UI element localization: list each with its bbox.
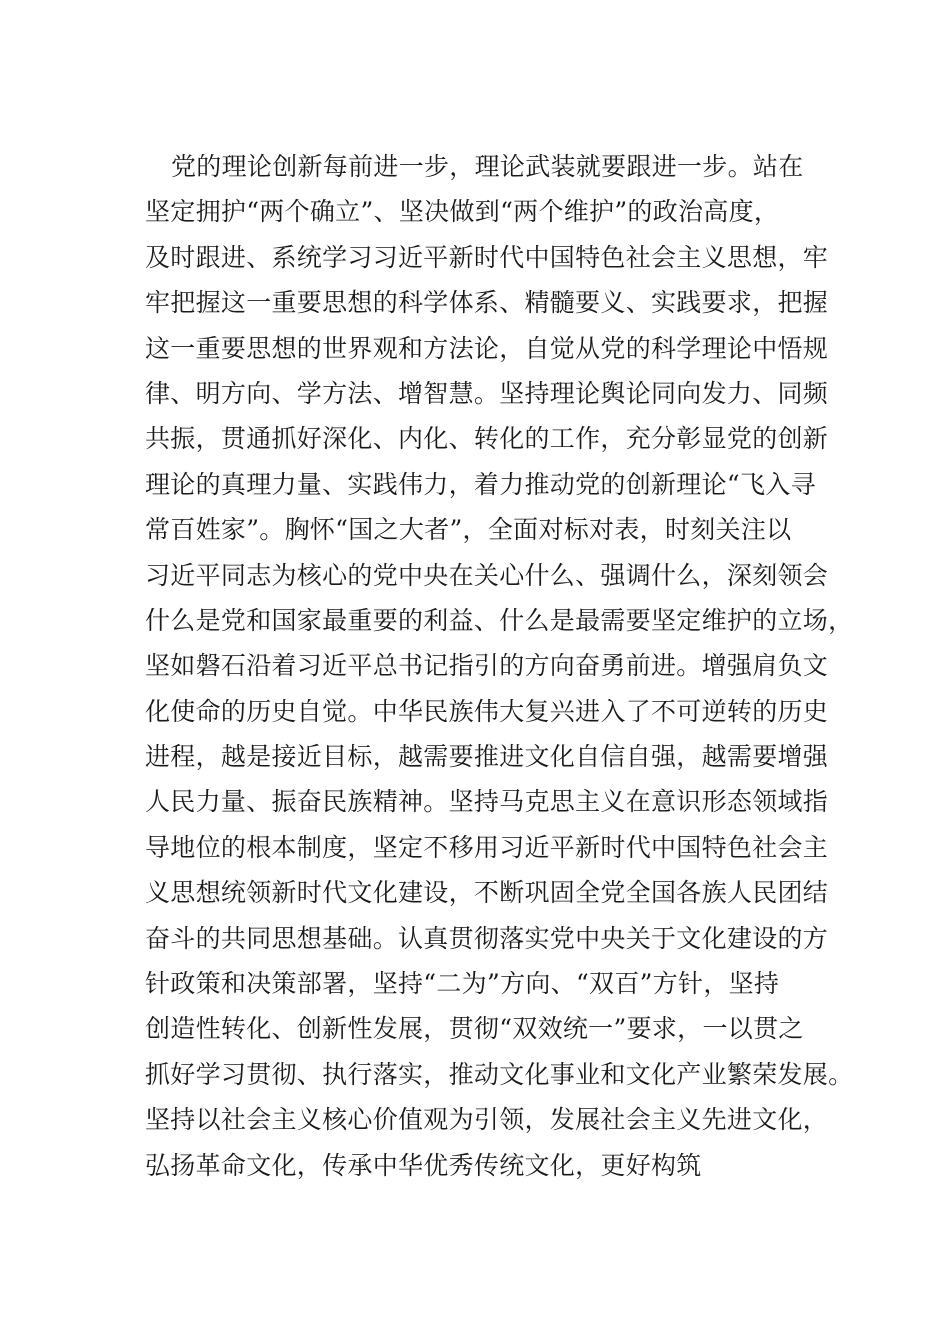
paragraph-line: 律、明方向、学方法、增智慧。坚持理论舆论同向发力、同频 xyxy=(145,378,829,408)
paragraph-line: 坚持以社会主义核心价值观为引领，发展社会主义先进文化， xyxy=(145,1105,829,1135)
paragraph-line: 奋斗的共同思想基础。认真贯彻落实党中央关于文化建设的方 xyxy=(145,923,829,953)
paragraph-line: 理论的真理力量、实践伟力，着力推动党的创新理论“飞入寻 xyxy=(145,469,816,499)
paragraph-line: 导地位的根本制度，坚定不移用习近平新时代中国特色社会主 xyxy=(145,832,829,862)
paragraph-line: 进程，越是接近目标，越需要推进文化自信自强，越需要增强 xyxy=(145,742,829,772)
paragraph-line: 党的理论创新每前进一步，理论武装就要跟进一步。站在 xyxy=(171,152,804,181)
paragraph-line: 针政策和决策部署，坚持“二为”方向、“双百”方针，坚持 xyxy=(145,969,780,999)
paragraph-line: 什么是党和国家最重要的利益、什么是最需要坚定维护的立场， xyxy=(145,605,854,635)
paragraph-line: 义思想统领新时代文化建设，不断巩固全党全国各族人民团结 xyxy=(145,878,829,908)
paragraph-line: 坚如磐石沿着习近平总书记指引的方向奋勇前进。增强肩负文 xyxy=(145,651,829,681)
paragraph-line: 牢把握这一重要思想的科学体系、精髓要义、实践要求，把握 xyxy=(145,288,829,318)
paragraph-line: 化使命的历史自觉。中华民族伟大复兴进入了不可逆转的历史 xyxy=(145,696,829,726)
body-paragraph xyxy=(145,144,854,1188)
paragraph-line: 弘扬革命文化，传承中华优秀传统文化，更好构筑 xyxy=(145,1150,702,1180)
paragraph-line: 人民力量、振奋民族精神。坚持马克思主义在意识形态领域指 xyxy=(145,787,829,817)
paragraph-line: 抓好学习贯彻、执行落实，推动文化事业和文化产业繁荣发展。 xyxy=(145,1059,854,1089)
paragraph-line: 共振，贯通抓好深化、内化、转化的工作，充分彰显党的创新 xyxy=(145,424,829,454)
paragraph-line: 这一重要思想的世界观和方法论，自觉从党的科学理论中悟规 xyxy=(145,333,829,363)
paragraph-line: 常百姓家”。胸怀“国之大者”，全面对标对表，时刻关注以 xyxy=(145,515,792,545)
paragraph-line: 习近平同志为核心的党中央在关心什么、强调什么，深刻领会 xyxy=(145,560,829,590)
paragraph-line: 创造性转化、创新性发展，贯彻“双效统一”要求，一以贯之 xyxy=(145,1014,804,1044)
paragraph-line: 坚定拥护“两个确立”、坚决做到“两个维护”的政治高度， xyxy=(145,197,780,227)
paragraph-line: 及时跟进、系统学习习近平新时代中国特色社会主义思想，牢 xyxy=(145,242,829,272)
